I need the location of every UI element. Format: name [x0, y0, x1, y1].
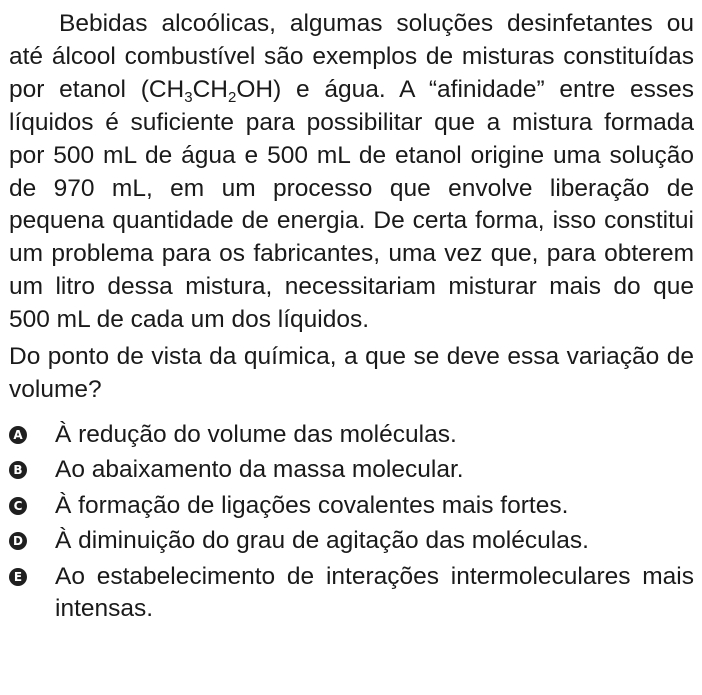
option-text: Ao abaixamento da massa molecular.: [55, 456, 464, 484]
option-d[interactable]: [9, 525, 694, 558]
question-paragraph: [9, 8, 694, 337]
option-e[interactable]: [9, 561, 694, 627]
option-text: À diminuição do grau de agitação das moléculas.: [55, 527, 589, 555]
formula-oh: OH: [236, 75, 274, 103]
option-letter-badge: B: [9, 461, 27, 479]
answer-options: [9, 419, 694, 626]
option-b[interactable]: [9, 454, 694, 487]
formula-subscript-3: 3: [184, 88, 193, 106]
option-letter-badge: A: [9, 426, 27, 444]
formula-ch: CH: [148, 75, 185, 103]
option-letter-badge: E: [9, 568, 27, 586]
option-text: Ao estabelecimento de interações intermoleculares mais intensas.: [55, 562, 694, 623]
option-text: À formação de ligações covalentes mais fortes.: [55, 491, 569, 519]
ethanol-formula: [148, 75, 274, 106]
option-letter-badge: D: [9, 532, 27, 550]
option-a[interactable]: [9, 419, 694, 452]
option-text: À redução do volume das moléculas.: [55, 420, 457, 448]
question-prompt: Do ponto de vista da química, a que se deve essa variação de volume?: [9, 343, 694, 403]
paragraph-text-start: Bebidas alcoólicas, algumas soluções desinfetantes ou até álcool combustível são exemplos de misturas constituídas por etanol (: [9, 10, 694, 103]
question: [9, 8, 694, 629]
formula-ch2: CH: [192, 75, 228, 103]
option-letter-badge: C: [9, 497, 27, 515]
paragraph-text-end: ) e água. A “afinidade” entre esses líquidos é suficiente para possibilitar que a mistura formada por 500 mL de água e 500 mL de etanol origine uma solução de 970 mL, em um processo que envolve liberação de pequena quantidade de energia. De certa forma, isso constitui um problema para os fabricantes, uma vez que, para obterem um litro dessa mistura, necessitariam misturar mais do que 500 mL de cada um dos líquidos.: [9, 75, 695, 334]
formula-subscript-2: 2: [227, 88, 237, 106]
option-c[interactable]: [9, 490, 694, 523]
